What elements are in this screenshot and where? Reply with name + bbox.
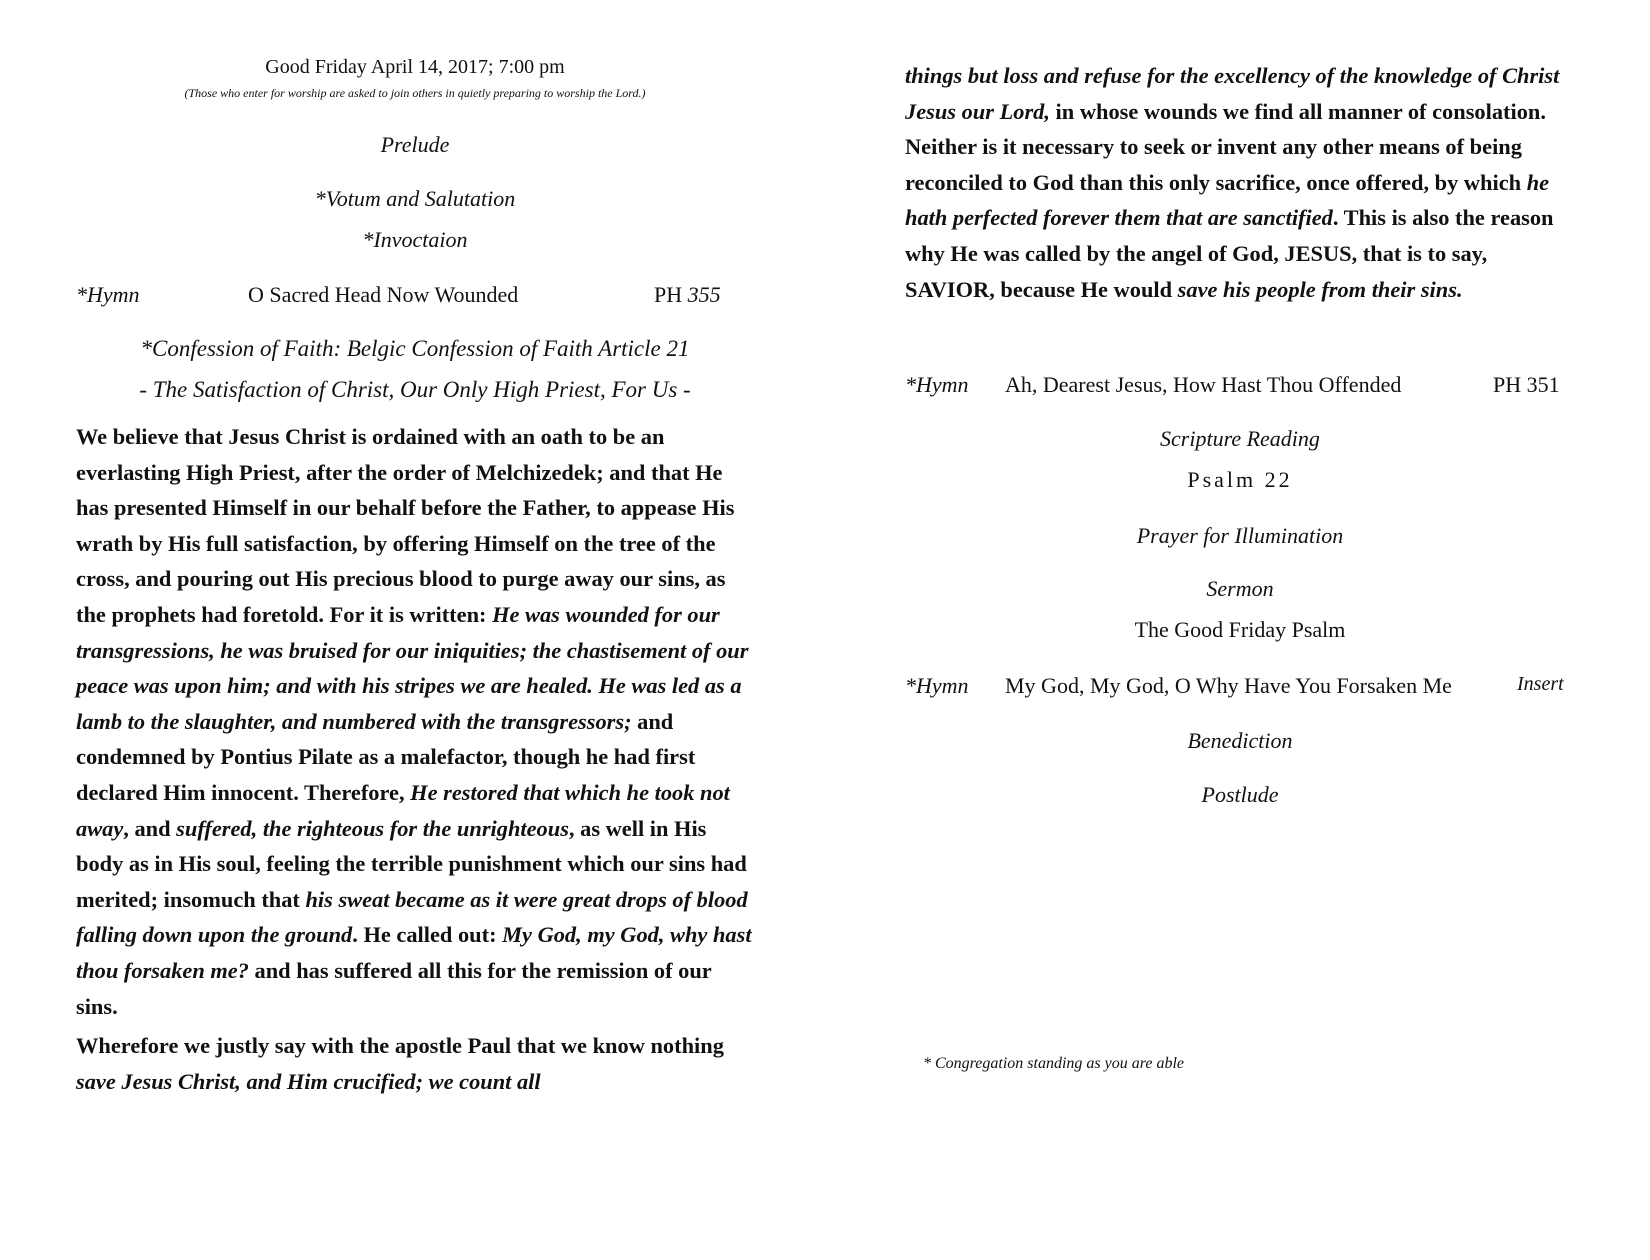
hymn-title: Ah, Dearest Jesus, How Hast Thou Offended bbox=[1005, 372, 1402, 397]
hymn-row-3 bbox=[905, 673, 1575, 703]
text-run: , and bbox=[123, 815, 177, 841]
confession-body bbox=[76, 419, 756, 1099]
text-run: . This is also the reason why He was called by the angel of God, JESUS, that is to say, SAVIOR, because He would bbox=[905, 205, 1554, 302]
hymn-ref-prefix: PH bbox=[654, 282, 688, 307]
service-date: Good Friday April 14, 2017; 7:00 pm bbox=[265, 56, 565, 78]
invocation: *Invoctaion bbox=[362, 227, 468, 252]
italic-quote: save his people from their sins. bbox=[1177, 276, 1463, 302]
italic-quote: he hath perfected forever them that are sanctified bbox=[905, 169, 1550, 231]
scripture-reading: Scripture Reading bbox=[1160, 426, 1320, 451]
hymn-ref-number: 355 bbox=[687, 282, 721, 307]
confession-paragraph-1 bbox=[76, 419, 756, 1024]
confession-paragraph-3 bbox=[905, 58, 1575, 307]
hymn-ref: PH 351 bbox=[1493, 372, 1560, 397]
hymn-row-2 bbox=[905, 372, 1575, 402]
text-run: in whose wounds we find all manner of consolation. Neither is it necessary to seek or invent any other means of being reconciled to God than this only sacrifice, once offered, by which bbox=[905, 98, 1546, 195]
text-run: We believe that Jesus Christ is ordained with an oath to be an everlasting High Priest, after the order of Melchizedek; and that He has presented Himself in our behalf before the Father, to appease His wrath by His full satisfaction, by offering Himself on the tree of the cross, and pouring out His precious blood to purge away our sins, as the prophets had foretold. For it is written: bbox=[76, 424, 735, 627]
entry-note: (Those who enter for worship are asked to join others in quietly preparing to worship the Lord.) bbox=[184, 86, 646, 100]
prelude: Prelude bbox=[380, 132, 450, 157]
votum-salutation: *Votum and Salutation bbox=[314, 186, 516, 211]
text-run: and condemned by Pontius Pilate as a malefactor, though he had first declared Him innocent. Therefore, bbox=[76, 708, 696, 805]
sermon-title: The Good Friday Psalm bbox=[1134, 617, 1346, 642]
benediction: Benediction bbox=[1187, 728, 1293, 753]
italic-quote: save Jesus Christ, and Him crucified; we count all bbox=[76, 1068, 541, 1094]
italic-quote: his sweat became as it were great drops of blood falling down upon the ground bbox=[76, 886, 748, 948]
hymn-label: *Hymn bbox=[76, 282, 140, 307]
hymn-label: *Hymn bbox=[905, 673, 969, 698]
hymn-ref: Insert bbox=[1517, 673, 1564, 695]
italic-quote: things but loss and refuse for the excellency of the knowledge of Christ Jesus our Lord, bbox=[905, 63, 1560, 124]
italic-quote: He was wounded for our transgressions, he was bruised for our iniquities; the chastisement of our peace was upon him; and with his stripes we are healed. He was led as a lamb to the slaughter, and numbered with the transgressors; bbox=[76, 601, 749, 734]
hymn-row-1 bbox=[76, 282, 754, 312]
hymn-label: *Hymn bbox=[905, 372, 969, 397]
italic-quote: He restored that which he took not away bbox=[76, 779, 730, 841]
text-run: Wherefore we justly say with the apostle Paul that we know nothing bbox=[76, 1033, 724, 1059]
confession-paragraph-2 bbox=[76, 1028, 756, 1099]
hymn-ref bbox=[654, 282, 721, 308]
text-run: . He called out: bbox=[352, 922, 503, 948]
italic-quote: My God, my God, why hast thou forsaken me? bbox=[76, 922, 752, 983]
hymn-title: My God, My God, O Why Have You Forsaken Me bbox=[1005, 673, 1452, 698]
confession-heading: *Confession of Faith: Belgic Confession of Faith Article 21 bbox=[140, 336, 690, 361]
scripture-reference: Psalm 22 bbox=[1187, 467, 1293, 492]
postlude: Postlude bbox=[1201, 782, 1279, 807]
sermon: Sermon bbox=[1206, 576, 1274, 601]
italic-quote: suffered, the righteous for the unrighteous bbox=[176, 815, 569, 841]
confession-subheading: - The Satisfaction of Christ, Our Only High Priest, For Us - bbox=[139, 377, 691, 402]
hymn-title: O Sacred Head Now Wounded bbox=[248, 282, 519, 307]
confession-body-continued bbox=[905, 58, 1575, 307]
text-run: and has suffered all this for the remission of our sins. bbox=[76, 957, 712, 1019]
prayer-for-illumination: Prayer for Illumination bbox=[1136, 523, 1344, 548]
text-run: , as well in His body as in His soul, feeling the terrible punishment which our sins had merited; insomuch that bbox=[76, 815, 747, 912]
standing-footnote: * Congregation standing as you are able bbox=[923, 1055, 1185, 1072]
